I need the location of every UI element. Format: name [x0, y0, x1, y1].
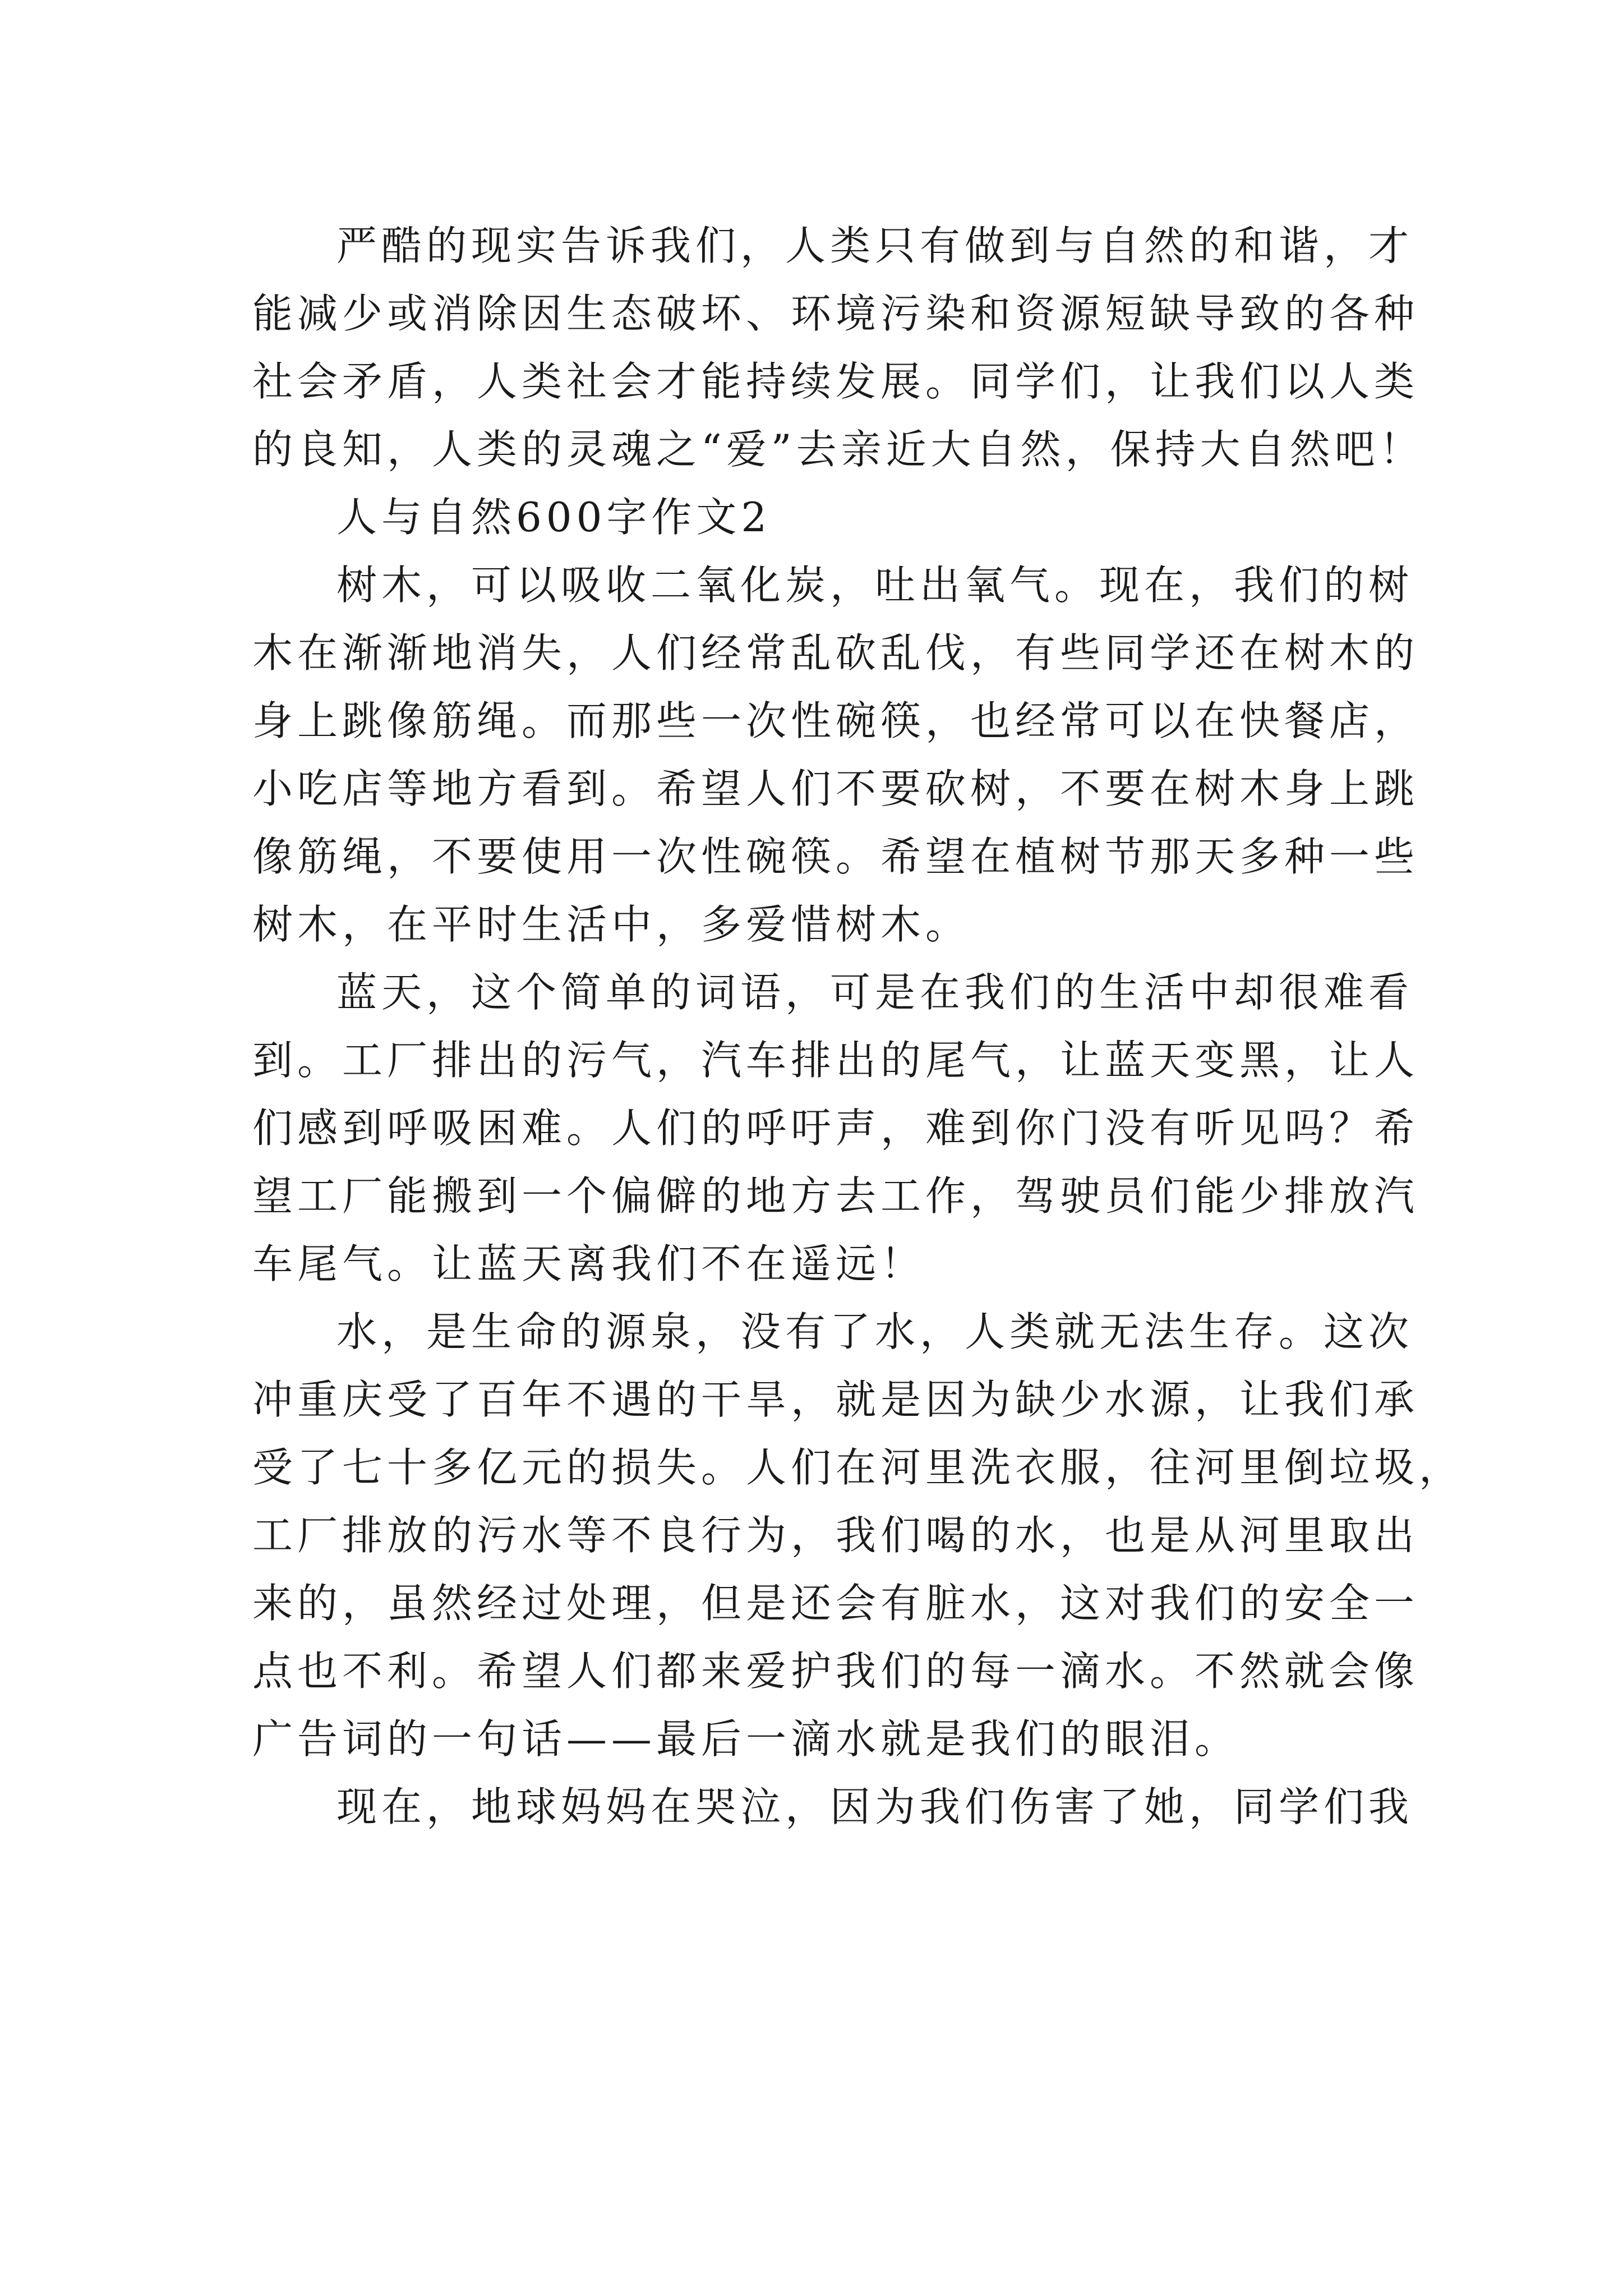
paragraph-3-line-2: 到。工厂排出的污气，汽车排出的尾气，让蓝天变黑，让人 — [252, 1037, 1419, 1084]
paragraph-4-line-7: 广告词的一句话——最后一滴水就是我们的眼泪。 — [252, 1715, 1240, 1763]
paragraph-3-line-1: 蓝天，这个简单的词语，可是在我们的生活中却很难看 — [336, 969, 1414, 1016]
paragraph-4-line-5: 来的，虽然经过处理，但是还会有脏水，这对我们的安全一 — [252, 1580, 1419, 1627]
paragraph-4-line-3: 受了七十多亿元的损失。人们在河里洗衣服，往河里倒垃圾， — [252, 1444, 1464, 1491]
paragraph-4-line-2: 冲重庆受了百年不遇的干旱，就是因为缺少水源，让我们承 — [252, 1376, 1419, 1423]
paragraph-1-line-2: 能减少或消除因生态破坏、环境污染和资源短缺导致的各种 — [252, 290, 1419, 337]
paragraph-5-line-1: 现在，地球妈妈在哭泣，因为我们伤害了她，同学们我 — [336, 1783, 1414, 1830]
paragraph-2-line-4: 小吃店等地方看到。希望人们不要砍树，不要在树木身上跳 — [252, 765, 1419, 812]
paragraph-2-line-2: 木在渐渐地消失，人们经常乱砍乱伐，有些同学还在树木的 — [252, 629, 1419, 677]
document-body — [252, 212, 1464, 1841]
paragraph-2-line-1: 树木，可以吸收二氧化炭，吐出氧气。现在，我们的树 — [336, 562, 1414, 609]
paragraph-2-line-3: 身上跳像筋绳。而那些一次性碗筷，也经常可以在快餐店， — [252, 697, 1419, 744]
paragraph-4-line-4: 工厂排放的污水等不良行为，我们喝的水，也是从河里取出 — [252, 1512, 1419, 1559]
paragraph-3-line-4: 望工厂能搬到一个偏僻的地方去工作，驾驶员们能少排放汽 — [252, 1172, 1419, 1220]
section-title: 人与自然600字作文2 — [336, 494, 772, 541]
paragraph-2-line-6: 树木，在平时生活中，多爱惜树木。 — [252, 901, 971, 948]
paragraph-1-line-3: 社会矛盾，人类社会才能持续发展。同学们，让我们以人类 — [252, 358, 1419, 405]
paragraph-3-line-5: 车尾气。让蓝天离我们不在遥远！ — [252, 1240, 926, 1287]
paragraph-3-line-3: 们感到呼吸困难。人们的呼吁声，难到你门没有听见吗？希 — [252, 1105, 1419, 1152]
paragraph-1-line-4: 的良知，人类的灵魂之“爱”去亲近大自然，保持大自然吧！ — [252, 426, 1424, 473]
paragraph-1-line-1: 严酷的现实告诉我们，人类只有做到与自然的和谐，才 — [336, 222, 1414, 269]
paragraph-4-line-1: 水，是生命的源泉，没有了水，人类就无法生存。这次 — [336, 1308, 1414, 1355]
paragraph-2-line-5: 像筋绳，不要使用一次性碗筷。希望在植树节那天多种一些 — [252, 833, 1419, 880]
paragraph-4-line-6: 点也不利。希望人们都来爱护我们的每一滴水。不然就会像 — [252, 1648, 1419, 1695]
